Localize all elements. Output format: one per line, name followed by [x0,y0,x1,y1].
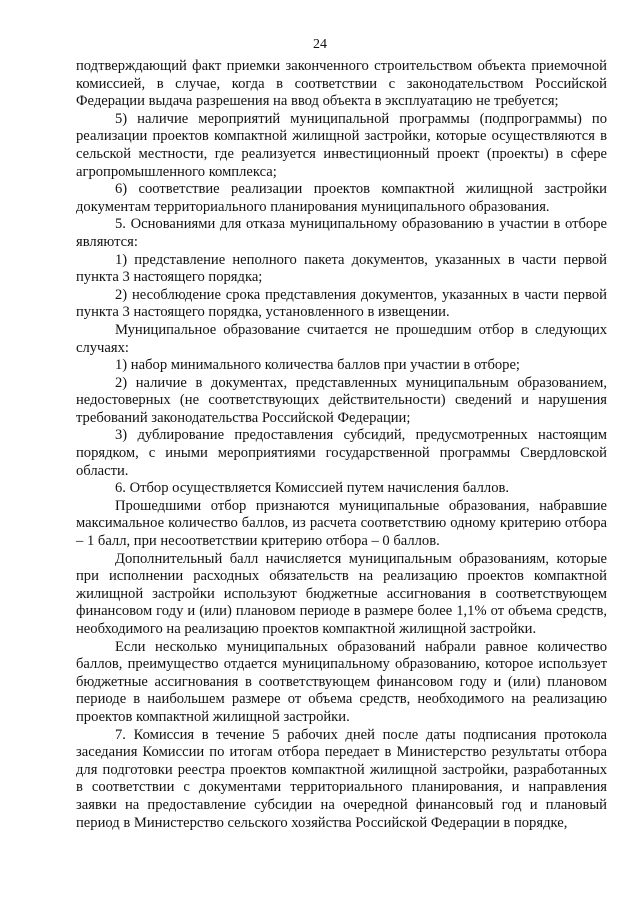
paragraph: 5. Основаниями для отказа муниципальному образованию в участии в отборе являются: [76,216,607,250]
page-number: 24 [313,37,327,52]
paragraph: 6) соответствие реализации проектов компактной жилищной застройки документам территориального планирования муниципального образования. [76,181,607,215]
paragraph: Дополнительный балл начисляется муниципальным образованиям, которые при исполнении расходных обязательств на реализацию проектов компактной жилищной застройки используют бюджетные ассигнования в соответствующем финансовом году и (или) плановом периоде в размере более 1,1% от объема средств, необходимого на реализацию проектов компактной жилищной застройки. [76,550,607,637]
paragraph: Муниципальное образование считается не прошедшим отбор в следующих случаях: [76,321,607,356]
paragraph: 7. Комиссия в течение 5 рабочих дней после даты подписания протокола заседания Комиссии по итогам отбора передает в Министерство результаты отбора для подготовки реестра проектов компактной жилищной застройки, разработанных в соответствии с документами территориального планирования, и направления заявки на предоставление субсидии на очередной финансовый год и плановый период в Министерство сельского хозяйства Российской Федерации в порядке, [76,726,607,831]
paragraph: 6. Отбор осуществляется Комиссией путем начисления баллов. [115,480,510,497]
paragraph: 2) несоблюдение срока представления документов, указанных в части первой пункта 3 настоящего порядка, установленного в извещении. [76,286,607,321]
paragraph: 5) наличие мероприятий муниципальной программы (подпрограммы) по реализации проектов компактной жилищной застройки, которые осуществляются в сельской местности, где реализуется инвестиционный проект (проекты) в сфере агропромышленного комплекса; [76,110,607,180]
document-body [76,58,607,832]
paragraph: 1) набор минимального количества баллов при участии в отборе; [115,357,520,374]
paragraph: 1) представление неполного пакета документов, указанных в части первой пункта 3 настоящего порядка; [76,251,607,286]
paragraph: Прошедшими отбор признаются муниципальные образования, набравшие максимальное количество баллов, из расчета соответствию одному критерию отбора – 1 балл, при несоответствии критерию отбора – 0 баллов. [76,497,607,550]
paragraph: 2) наличие в документах, представленных муниципальным образованием, недостоверных (не соответствующих действительности) сведений и нарушения требований законодательства Российской Федерации; [76,374,607,426]
paragraph: 3) дублирование предоставления субсидий, предусмотренных настоящим порядком, с иными мероприятиями государственной программы Свердловской области. [76,427,607,479]
paragraph-continuation: подтверждающий факт приемки законченного строительством объекта приемочной комиссией, в случае, когда в соответствии с законодательством Российской Федерации выдача разрешения на ввод объекта в эксплуатацию не требуется; [76,58,607,110]
paragraph: Если несколько муниципальных образований набрали равное количество баллов, преимущество отдается муниципальному образованию, которое использует бюджетные ассигнования в соответствующем финансовом году и (или) плановом периоде в наибольшем размере от объема средств, необходимого на реализацию проектов компактной жилищной застройки. [76,638,607,725]
